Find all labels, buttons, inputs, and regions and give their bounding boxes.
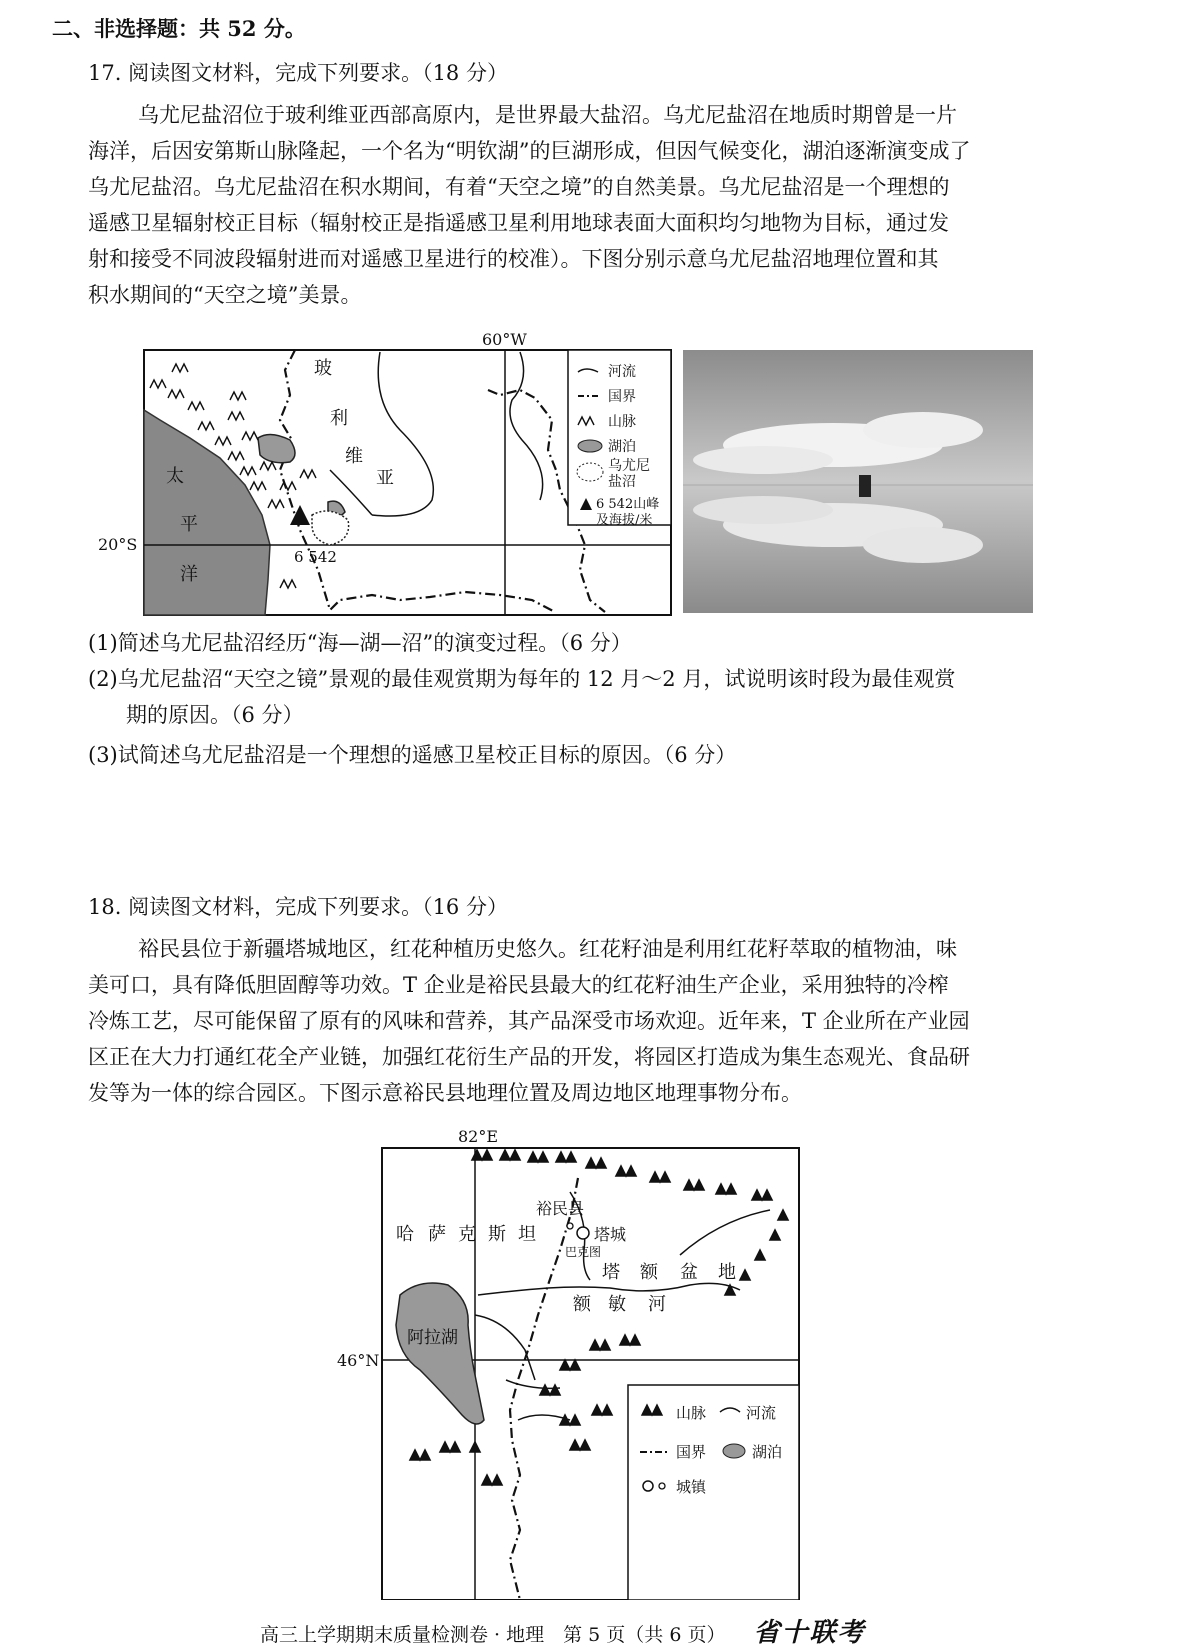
country-char: 哈: [396, 1224, 414, 1245]
town-icon: [577, 1227, 589, 1239]
legend-river: 河流: [608, 364, 636, 380]
q18-para-line: 美可口，具有降低胆固醇等功效。T 企业是裕民县最大的红花籽油生产企业，采用独特的冷榨: [88, 973, 949, 997]
river-char: 额: [573, 1294, 591, 1315]
legend-salt: 盐沼: [608, 474, 636, 490]
country-char: 玻: [314, 358, 332, 379]
basin-char: 地: [718, 1262, 736, 1283]
ocean-char: 洋: [180, 564, 198, 585]
q17-sub3: (3)试简述乌尤尼盐沼是一个理想的遥感卫星校正目标的原因。（6 分）: [88, 743, 737, 767]
country-char: 亚: [376, 468, 394, 489]
silhouette: [859, 475, 871, 497]
legend-salt: 乌尤尼: [608, 458, 650, 474]
legend-lake: 湖泊: [608, 439, 636, 455]
legend-lake: 湖泊: [752, 1443, 783, 1461]
town-icon: [567, 1223, 573, 1229]
q17-stem: 17. 阅读图文材料，完成下列要求。（18 分）: [88, 61, 508, 85]
country-char: 斯: [488, 1224, 506, 1245]
map1-lon-label: 60°W: [482, 330, 527, 349]
page-footer: [260, 1612, 866, 1649]
q17-para-line: 乌尤尼盐沼位于玻利维亚西部高原内，是世界最大盐沼。乌尤尼盐沼在地质时期曾是一片: [138, 103, 957, 127]
city-label: 塔城: [594, 1225, 627, 1244]
legend-border: 国界: [676, 1443, 707, 1461]
legend-mountain: 山脉: [676, 1404, 707, 1422]
legend-town: 城镇: [676, 1478, 707, 1496]
basin-char: 塔: [602, 1262, 620, 1283]
footer-text: 高三上学期期末质量检测卷 · 地理 第 5 页（共 6 页）: [260, 1624, 726, 1646]
map2-lat-label: 46°N: [337, 1351, 380, 1370]
q17-para-line: 积水期间的“天空之境”美景。: [88, 283, 362, 307]
q17-para-line: 遥感卫星辐射校正目标（辐射校正是指遥感卫星利用地球表面大面积均匀地物为目标，通过发: [88, 211, 949, 235]
legend-peak: 6 542山峰: [596, 497, 660, 512]
section-title: 二、非选择题：共 52 分。: [52, 16, 306, 41]
legend-mountain: 山脉: [608, 414, 636, 430]
ocean-char: 太: [166, 466, 184, 487]
q17-sub2: (2)乌尤尼盐沼“天空之镜”景观的最佳观赏期为每年的 12 月～2 月，试说明该时段为最佳观赏: [88, 667, 956, 691]
q18-para-line: 发等为一体的综合园区。下图示意裕民县地理位置及周边地区地理事物分布。: [88, 1081, 802, 1105]
river-char: 河: [648, 1294, 666, 1315]
country-char: 坦: [518, 1224, 536, 1245]
river-char: 敏: [608, 1294, 626, 1315]
q18-para-line: 区正在大力打通红花全产业链，加强红花衍生产品的开发，将园区打造成为集生态观光、食品研: [88, 1045, 970, 1069]
q17-para-line: 射和接受不同波段辐射进而对遥感卫星进行的校准）。下图分别示意乌尤尼盐沼地理位置和其: [88, 247, 939, 271]
q17-sub2-cont: 期的原因。（6 分）: [126, 703, 304, 727]
ocean-char: 平: [180, 514, 198, 535]
map1-lat-label: 20°S: [98, 535, 138, 554]
county-label: 裕民县: [536, 1199, 585, 1218]
q17-para-line: 乌尤尼盐沼。乌尤尼盐沼在积水期间，有着“天空之境”的自然美景。乌尤尼盐沼是一个理想的: [88, 175, 950, 199]
country-char: 利: [330, 408, 348, 429]
town-label: 巴克图: [565, 1245, 602, 1259]
country-char: 克: [458, 1224, 476, 1245]
legend-border: 国界: [608, 389, 636, 405]
map2-lon-label: 82°E: [458, 1127, 499, 1146]
q18-para-line: 冷炼工艺，尽可能保留了原有的风味和营养，其产品深受市场欢迎。近年来，T 企业所在产业园: [88, 1009, 970, 1033]
sky-mirror-photo: [683, 350, 1033, 613]
footer-brand: 省十联考: [753, 1618, 866, 1648]
q17-sub1: (1)简述乌尤尼盐沼经历“海—湖—沼”的演变过程。（6 分）: [88, 631, 632, 655]
yumin-location-map: [0, 1120, 1200, 1600]
lake-label: 阿拉湖: [407, 1328, 458, 1348]
q18-stem: 18. 阅读图文材料，完成下列要求。（16 分）: [88, 895, 508, 919]
basin-char: 额: [640, 1262, 658, 1283]
country-char: 萨: [428, 1224, 446, 1245]
q17-para-line: 海洋，后因安第斯山脉隆起，一个名为“明钦湖”的巨湖形成，但因气候变化，湖泊逐渐演变成了: [88, 139, 971, 163]
legend-peak: 及海拔/米: [596, 513, 653, 528]
legend-river: 河流: [746, 1404, 777, 1422]
peak-label: 6 542: [294, 548, 337, 566]
country-char: 维: [345, 446, 363, 467]
basin-char: 盆: [680, 1262, 698, 1283]
q18-para-line: 裕民县位于新疆塔城地区，红花种植历史悠久。红花籽油是利用红花籽萃取的植物油，味: [138, 937, 957, 961]
